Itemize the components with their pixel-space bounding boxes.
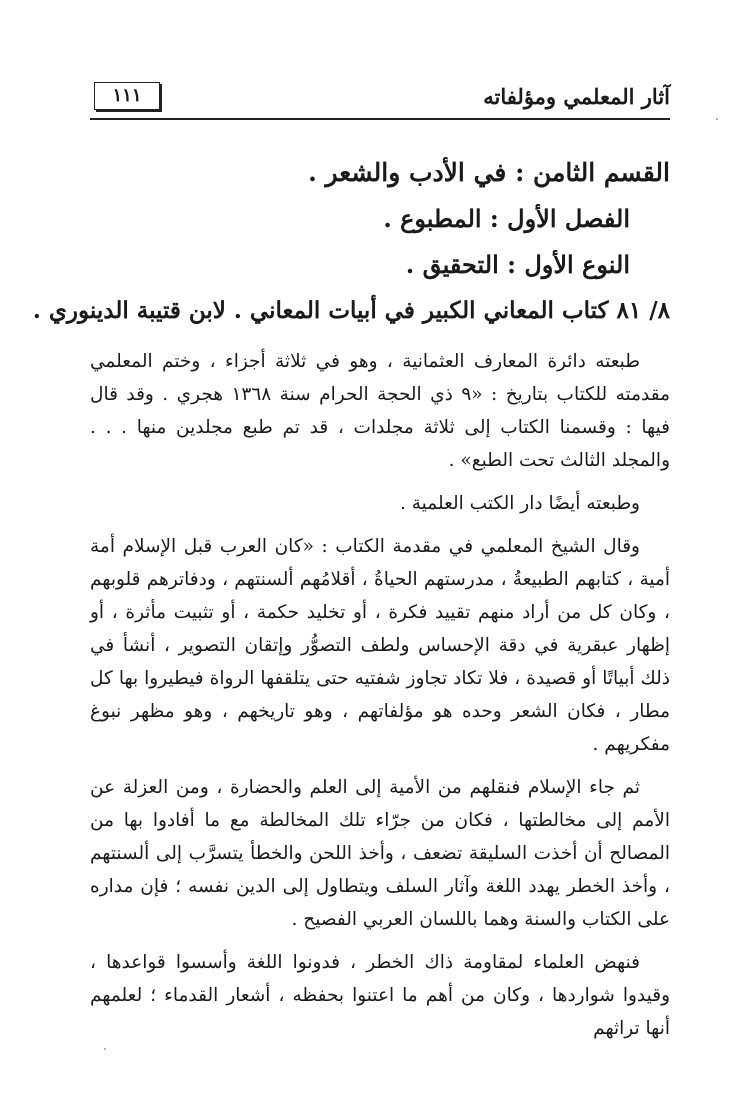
section-heading: القسم الثامن : في الأدب والشعر .: [308, 158, 670, 187]
header-rule: [90, 118, 670, 120]
type-heading: النوع الأول : التحقيق .: [405, 250, 630, 279]
page-number: ١١١: [94, 82, 160, 110]
paragraph-2: وطبعته أيضًا دار الكتب العلمية .: [400, 493, 640, 514]
paragraph-3: وقال الشيخ المعلمي في مقدمة الكتاب : «كان العرب قبل الإسلام أمة أمية ، كتابهم الطبيعةُ ، مدرستهم الحياةُ ، أقلامُهم ألسنتهم ، ودفاترهم قلوبهم ، وكان كل من أراد منهم تقييد فكرة ، أو تخليد حكمة ، أو تثبيت مأثرة ، أو إظهار عبقرية في دقة الإحساس ولطف التصوُّر وإتقان التصوير ، أنشأ في ذلك أبياتًا أو قصيدة ، فلا تكاد تجاوز شفتيه حتى يتلقفها الرواة فيطيروا بها كل مطار ، فكان الشعر وحده هو مؤلفاتهم ، وهو تاريخهم ، وهو مظهر نبوغ مفكريهم .: [90, 536, 670, 755]
scan-speck: [716, 118, 718, 120]
book-heading: ٨/ ٨١ كتاب المعاني الكبير في أبيات المعاني . لابن قتيبة الدينوري .: [32, 297, 670, 324]
paragraph-5: فنهض العلماء لمقاومة ذاك الخطر ، فدونوا اللغة وأسسوا قواعدها ، وقيدوا شواردها ، وكان من أهم ما اعتنوا بحفظه ، أشعار القدماء ؛ لعلمهم أنها تراثهم: [90, 952, 670, 1039]
scan-speck: [104, 1048, 106, 1050]
page-header: [90, 80, 670, 122]
paragraph-1: طبعته دائرة المعارف العثمانية ، وهو في ثلاثة أجزاء ، وختم المعلمي مقدمته للكتاب بتاريخ : «٩ ذي الحجة الحرام سنة ١٣٦٨ هجري . وقد قال فيها : وقسمنا الكتاب إلى ثلاثة مجلدات ، قد تم طبع مجلدين منها . . . والمجلد الثالث تحت الطبع» .: [90, 351, 670, 471]
headings-block: [32, 150, 670, 334]
body-text: [90, 345, 670, 1055]
chapter-heading: الفصل الأول : المطبوع .: [383, 204, 630, 233]
paragraph-4: ثم جاء الإسلام فنقلهم من الأمية إلى العلم والحضارة ، ومن العزلة عن الأمم إلى مخالطتها ، فكان من جرّاء تلك المخالطة مع ما أفادوا بها من المصالح أن أخذت السليقة تضعف ، وأخذ اللحن والخطأ يتسرَّب إلى ألسنتهم ، وأخذ الخطر يهدد اللغة وآثار السلف ويتطاول إلى الدين نفسه ؛ فإن مداره على الكتاب والسنة وهما باللسان العربي الفصيح .: [90, 777, 670, 930]
running-title: آثار المعلمي ومؤلفاته: [483, 84, 670, 109]
